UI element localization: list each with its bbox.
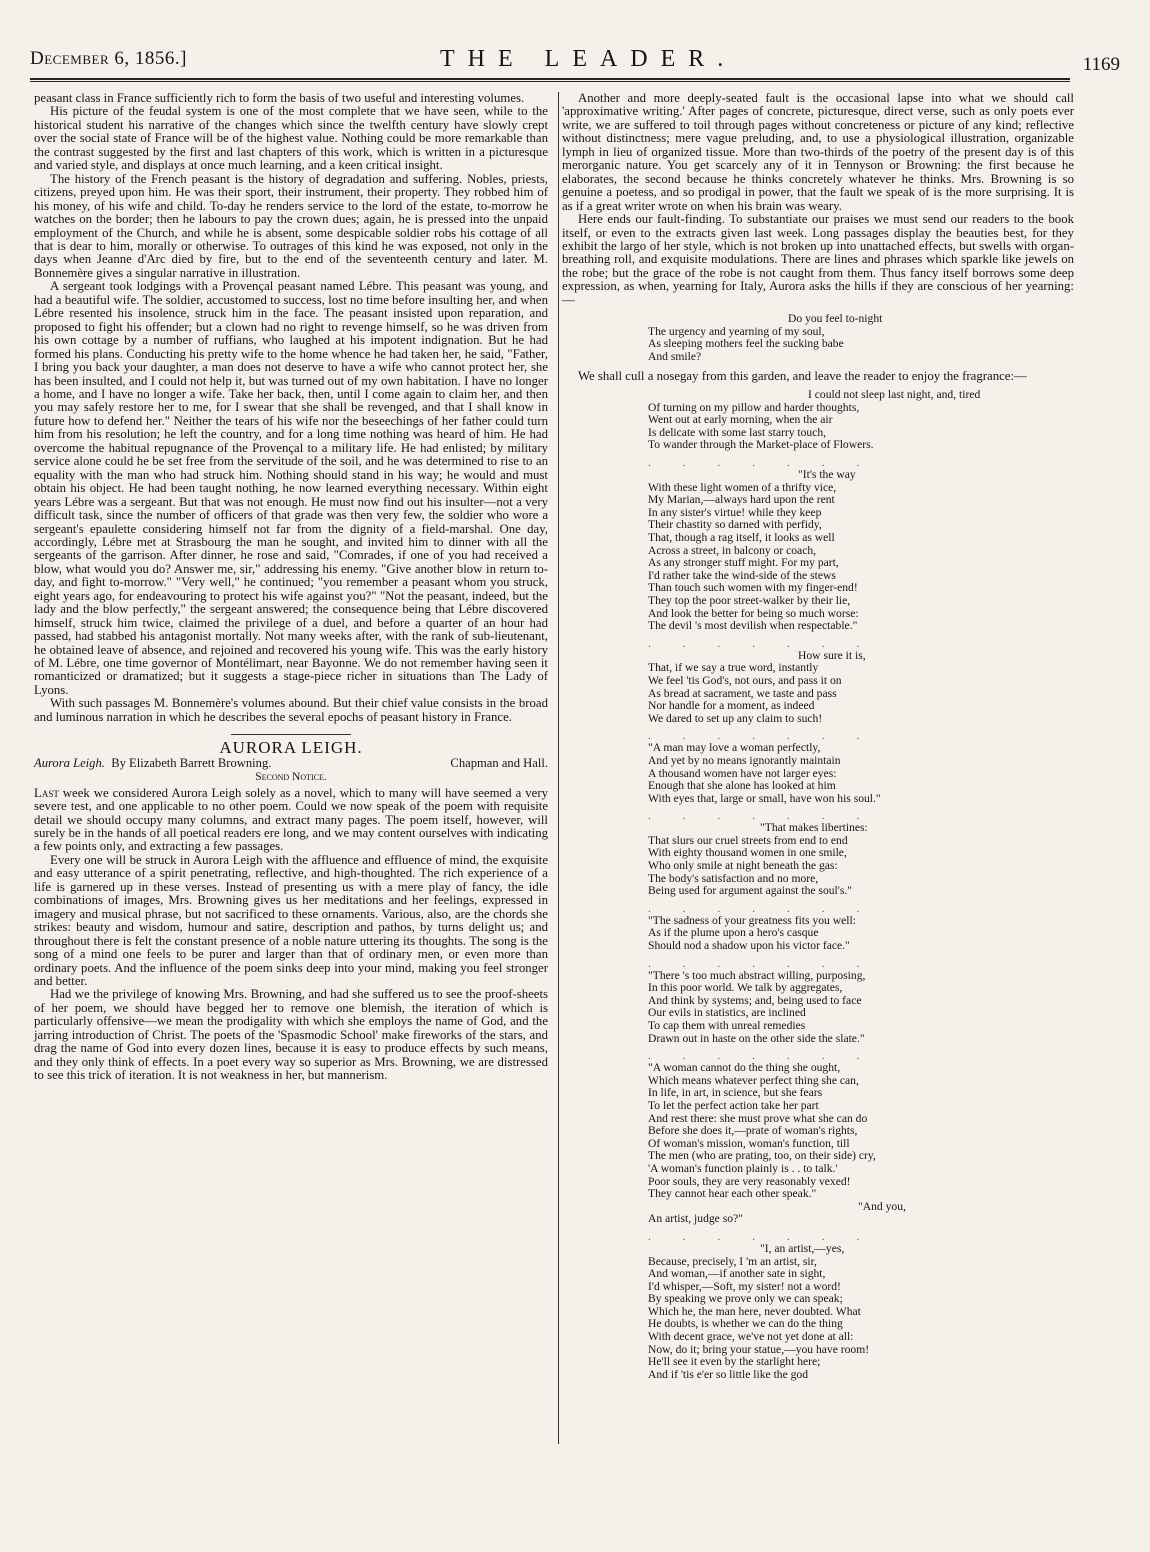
paragraph: A sergeant took lodgings with a Provençal peasant named Lébre. This peasant was young, and had a beautiful wife. The soldier, accustomed to success, lost no time before insulting her, and when Lébre resented his insolence, struck him in the face. The peasant insisted upon reparation, and proposed to fight his offender; but a clown had no right to revenge himself, so he was driven from his own cottage by a number of ruffians, who laughed at his impotent indignation. But he had formed his plans. Conducting his pretty wife to the home whence he had taken her, he said, "Father, I bring you back your daughter, a man does not deserve to have a wife who cannot protect her, she has been insulted, and I could not help it, but was turned out of my own habitation. I have no longer a home, and I have no longer a wife. Take her back, then, until I come again to claim her, and then you may safely restore her to me, for I swear that she shall be revenged, and that I shall know in future how to defend her." Neither the tears of his wife nor the beseechings of her father could turn him from his resolution; he left the country, and for a long time nothing was heard of him. He had overcome the habitual repugnance of the Provençal to a military life. He had enlisted; by military service alone could he be set free from the servitude of the soil, and he was determined to rise to an equality with the man who had struck him. Nothing should stand in his way; he would and must obtain his object. He had been taught nothing, he now learned everything necessary. Within eight years Lébre was a sergeant. But that was not enough. He must now find out his insulter—not a very difficult task, since the number of officers of that grade was then very few, the soldier who wore a sergeant's epaulette considering himself not far from the dignity of a field-marshal. One day, accordingly, Lébre met at Strasbourg the man he sought, and invited him to dinner with all the sergeants of the garrison. After dinner, he rose and said, "Comrades, if one of you had received a blow, what would you do? Answer me, sir," addressing his enemy. "Give another blow in return to-day, and fight to-morrow." "Very well," he continued; "you remember a peasant whom you struck, eight years ago, for endeavouring to protect his wife against you?" "Not the peasant, indeed, but the lady and the blow perfectly," the sergeant answered; the consequence being that Lébre discovered himself, struck him twice, claimed the privilege of a duel, and before a quarter of an hour had passed, had stabbed his antagonist mortally. Not many weeks after, with the rank of sub-lieutenant, he obtained leave of absence, and rejoined and recovered his young wife. This was the early history of M. Lébre, one time governor of Montélimart, near Bayonne. We do not remember having seen it romanticized or dramatized; but it suggests a stage-piece richer in situations than The Lady of Lyons. — [34, 279, 548, 697]
poem-stanza — [648, 1243, 1074, 1382]
poem-line: Which he, the man here, never doubted. What — [648, 1304, 861, 1318]
poem-line: To wander through the Market-place of Flowers. — [648, 438, 874, 452]
poem-line: A thousand women have not larger eyes: — [648, 766, 837, 780]
ellipsis-divider: ....... — [648, 810, 892, 823]
ellipsis-divider: ....... — [648, 957, 892, 970]
paragraph: His picture of the feudal system is one of the most complete that we have seen, while to the historical student his narrative of the changes which since the twelfth century have slowly crept over the social state of France will be of the highest value. Nothing could be more remarkable than the contrast suggested by the first and last chapters of this work, which is written in a picturesque and varied style, and displays at once much learning, and a keen critical insight. — [34, 104, 548, 173]
poem-line: To let the perfect action take her part — [648, 1098, 819, 1112]
poem-line: And woman,—if another sate in sight, — [648, 1267, 826, 1281]
poem-line: As if the plume upon a hero's casque — [648, 926, 819, 940]
poem-line: Of woman's mission, woman's function, till — [648, 1136, 850, 1150]
poem-line: And smile? — [648, 350, 702, 364]
poem-line: They cannot hear each other speak." — [648, 1187, 817, 1201]
masthead-rule — [30, 78, 1070, 80]
poem-line: Now, do it; bring your statue,—you have room! — [648, 1342, 870, 1356]
lead-word: Last — [34, 785, 59, 800]
poem-line: Being used for argument against the soul's." — [648, 884, 852, 898]
ellipsis-divider: ....... — [648, 730, 892, 743]
left-column — [34, 92, 548, 1083]
poem-line: Which means whatever perfect thing she can, — [648, 1073, 859, 1087]
poem-line: "A woman cannot do the thing she ought, — [648, 1061, 841, 1075]
poem-line: Do you feel to-night — [788, 312, 883, 326]
paragraph: peasant class in France sufficiently rich to form the basis of two useful and interesting volumes. — [34, 91, 525, 105]
poem-line: "I, an artist,—yes, — [760, 1241, 845, 1255]
poem-line: Their chastity so darned with perfidy, — [648, 518, 822, 532]
poem-line: 'A woman's function plainly is . . to talk.' — [648, 1161, 838, 1175]
poem-line: And think by systems; and, being used to face — [648, 993, 862, 1007]
issue-date: December 6, 1856.] — [30, 48, 187, 69]
masthead — [30, 44, 1120, 74]
poem-line: In life, in art, in science, but she fears — [648, 1086, 823, 1100]
poem-line: He'll see it even by the starlight here; — [648, 1355, 821, 1369]
poem-line: Across a street, in balcony or coach, — [648, 543, 817, 557]
poem-line: The body's satisfaction and no more, — [648, 871, 819, 885]
poem-line: Who only smile at night beneath the gas: — [648, 859, 838, 873]
ellipsis-divider: ....... — [648, 1230, 892, 1243]
poem-line: "A man may love a woman perfectly, — [648, 741, 821, 755]
poem-stanza — [648, 915, 1074, 953]
ellipsis-divider: ....... — [648, 1050, 892, 1063]
poem-line: To cap them with unreal remedies — [648, 1019, 806, 1033]
book-publisher: Chapman and Hall. — [450, 755, 548, 770]
poem-line: That slurs our cruel streets from end to end — [648, 833, 848, 847]
poem-line: We dared to set up any claim to such! — [648, 711, 823, 725]
poem-line: The men (who are prating, too, on their side) cry, — [648, 1149, 876, 1163]
poem-line: By speaking we prove only we can speak; — [648, 1292, 843, 1306]
poem-stanza — [648, 742, 1074, 805]
poem-line: They top the poor street-walker by their lie, — [648, 593, 851, 607]
poem-excerpts — [562, 389, 1074, 1381]
poem-line: He doubts, is whether we can do the thing — [648, 1317, 843, 1331]
poem-line: Should nod a shadow upon his victor face." — [648, 939, 850, 953]
poem-line: As any stronger stuff might. For my part, — [648, 556, 839, 570]
article-title: AURORA LEIGH. — [219, 738, 363, 758]
poem-line: With eyes that, large or small, have won his soul." — [648, 791, 881, 805]
newspaper-title: THE LEADER. — [440, 46, 737, 72]
poem-line: With eighty thousand women in one smile, — [648, 846, 847, 860]
poem-line: Went out at early morning, when the air — [648, 413, 833, 427]
poem-line: As bread at sacrament, we taste and pass — [648, 686, 837, 700]
poem-line: With these light women of a thrifty vice, — [648, 480, 837, 494]
poem-line: And if 'tis e'er so little like the god — [648, 1367, 809, 1381]
poem-line: How sure it is, — [798, 648, 866, 662]
poem-line: I'd whisper,—Soft, my sister! not a word! — [648, 1279, 841, 1293]
poem-excerpt — [562, 313, 1074, 363]
poem-stanza — [648, 650, 1074, 726]
poem-line: "There 's too much abstract willing, purposing, — [648, 968, 866, 982]
paragraph: Had we the privilege of knowing Mrs. Browning, and had she suffered us to see the proof-sheets of her poem, we should have begged her to remove one blemish, the iteration of which is particularly offensive—we mean the prodigality with which she employs the name of God, and the jarring introduction of Christ. The poets of the 'Spasmodic School' make fireworks of the stars, and drag the name of God into every dozen lines, because it is easy to produce effects by such means, and they only think of effects. In a poet every way so superior as Mrs. Browning, we are distressed to see this trick of iteration. It is not weakness in her, but mannerism. — [34, 987, 548, 1083]
book-citation — [34, 757, 548, 770]
ellipsis-divider: ....... — [648, 902, 892, 915]
paragraph: With such passages M. Bonnemère's volumes abound. But their chief value consists in the broad and luminous narration in which he describes the several epochs of peasant history in France. — [34, 696, 548, 724]
poem-line: Our evils in statistics, are inclined — [648, 1006, 806, 1020]
paragraph: The history of the French peasant is the history of degradation and suffering. Nobles, priests, citizens, preyed upon him. He was their sport, their instrument, their property. They robbed him of his money, of his wife and child. To-day he renders service to the lord of the estate, to-morrow he watches on the border; then he labours to pay the crown dues; again, he is pressed into the unpaid employment of the Church, and while he is absent, some despicable soldier robs his cottage of all that is dear to him, morally or otherwise. To outrages of this kind he was exposed, not only in the days when Jeanne d'Arc died by fire, but to the end of the seventeenth century and later. M. Bonnemère gives a singular narrative in illustration. — [34, 171, 548, 280]
paragraph: We shall cull a nosegay from this garden, and leave the reader to enjoy the fragrance:— — [578, 368, 1027, 383]
poem-line: "The sadness of your greatness fits you well: — [648, 913, 856, 927]
paragraph: Here ends our fault-finding. To substantiate our praises we must send our readers to the book itself, or even to the extracts given last week. Long passages display the beauties best, for they exhibit the largo of her style, which is not broken up into unattached effects, but swells with organ-breathing roll, and exquisite modulations. There are lines and phrases which sparkle like jewels on the robe; but the grace of the robe is not caught from them. Thus fancy itself borrows some deep expression, as when, yearning for Italy, Aurora asks the hills if they are conscious of her yearning:— — [562, 212, 1074, 307]
masthead-rule-thin — [30, 81, 1070, 82]
poem-stanza — [648, 970, 1074, 1046]
poem-line: In this poor world. We talk by aggregates, — [648, 981, 843, 995]
ellipsis-divider: ....... — [648, 457, 892, 470]
poem-line: And rest there: she must prove what she can do — [648, 1111, 868, 1125]
poem-line: As sleeping mothers feel the sucking babe — [648, 337, 844, 351]
poem-line: Is delicate with some last starry touch, — [648, 425, 827, 439]
paragraph: Every one will be struck in Aurora Leigh with the affluence and effluence of mind, the exquisite and easy utterance of a spirit penetrating, reflective, and high-thoughted. The rich experience of a life is garnered up in these verses. Instead of presenting us with a mere play of fancy, the idle combinations of images, Mrs. Browning gives us her meditations and her feelings, expressed in imagery and musical phrase, but not sacrificed to these ornaments. Various, also, are the chords she strikes: beauty and wisdom, humour and satire, description and pathos, by turns delight us; and throughout there is felt the constant presence of a noble nature uttering its thoughts. The song is the song of a mind one feels to be purer and larger than that of ordinary men, or even more than ordinary poets. And the influence of the poem sinks deep into your mind, making you feel stronger and better. — [34, 852, 548, 988]
right-column — [562, 92, 1074, 1387]
poem-line: Drawn out in haste on the other side the slate." — [648, 1031, 865, 1045]
poem-line: The urgency and yearning of my soul, — [648, 324, 825, 338]
poem-line: Before she does it,—prate of woman's rights, — [648, 1124, 858, 1138]
poem-line: An artist, judge so?" — [648, 1212, 743, 1226]
poem-line: "It's the way — [798, 468, 856, 482]
poem-line: "That makes libertines: — [760, 821, 868, 835]
paragraph: Another and more deeply-seated fault is the occasional lapse into what we should call 'approximative writing.' After pages of concrete, picturesque, direct verse, such as only poets ever write, we are suffered to toil through pages without concreteness or picture of any kind; reflective without distinctness; mere vague preluding, and, to use a physiological illustration, organizable lymph in lieu of organized tissue. More than two-thirds of the poetry of the present day is of this merorganic nature. You get scarcely any of it in Tennyson or Browning: the first because he elaborates, the second because he thinks concretely whatever he thinks. Mrs. Browning is so genuine a poetess, and so prodigal in power, that the fault we speak of is the more surprising. It is as if a great writer wrote on when his brain was weary. — [562, 91, 1074, 213]
book-title: Aurora Leigh. — [34, 755, 105, 770]
poem-line: My Marian,—always hard upon the rent — [648, 493, 835, 507]
paragraph-text: week we considered Aurora Leigh solely as a novel, which to many will have seemed a very severe test, and one applicable to no other poem. Could we now speak of the poem with requisite detail we should occupy many columns, and extract many pages. The poem itself, however, will surely be in the hands of all poetical readers ere long, and we may content ourselves with indicating a few points only, and extracting a few passages. — [34, 785, 548, 854]
poem-line: Than touch such women with my finger-end! — [648, 581, 858, 595]
poem-line: Because, precisely, I 'm an artist, sir, — [648, 1254, 817, 1268]
poem-line: In any sister's virtue! while they keep — [648, 505, 822, 519]
poem-line: I could not sleep last night, and, tired — [808, 388, 981, 402]
notice-label: Second Notice. — [255, 771, 327, 784]
poem-line: That, though a rag itself, it looks as well — [648, 531, 835, 545]
poem-line: With decent grace, we've not yet done at all: — [648, 1330, 854, 1344]
poem-line: That, if we say a true word, instantly — [648, 661, 819, 675]
poem-line: "And you, — [858, 1199, 906, 1213]
poem-line: Nor handle for a moment, as indeed — [648, 699, 815, 713]
ellipsis-divider: ....... — [648, 637, 892, 650]
poem-line: We feel 'tis God's, not ours, and pass it on — [648, 673, 842, 687]
page-number: 1169 — [1082, 54, 1120, 75]
poem-stanza — [648, 469, 1074, 633]
poem-line: I'd rather take the wind-side of the stews — [648, 568, 836, 582]
poem-line: And look the better for being so much worse: — [648, 606, 859, 620]
poem-line: Enough that she alone has looked at him — [648, 779, 836, 793]
poem-stanza — [648, 1062, 1074, 1226]
poem-line: And yet by no means ignorantly maintain — [648, 753, 841, 767]
section-rule — [231, 734, 351, 735]
poem-line: Of turning on my pillow and harder thoughts, — [648, 400, 860, 414]
poem-line: The devil 's most devilish when respectable." — [648, 619, 858, 633]
poem-stanza — [648, 389, 1074, 452]
poem-line: Poor souls, they are very reasonably vexed! — [648, 1174, 851, 1188]
column-divider — [558, 92, 559, 1444]
paragraph — [34, 787, 548, 854]
poem-stanza — [648, 822, 1074, 898]
book-author: By Elizabeth Barrett Browning. — [111, 755, 272, 770]
